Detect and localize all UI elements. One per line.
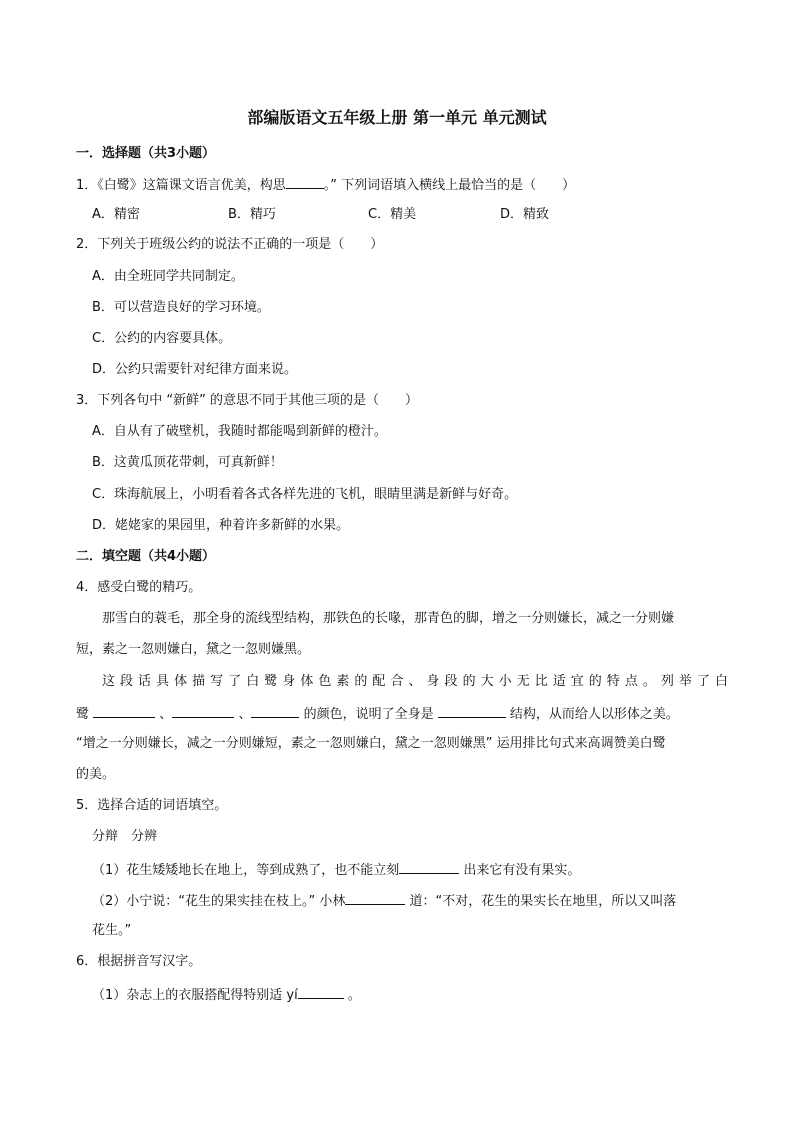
q4-line2-part-c: 结构，从而给人以形体之美。: [509, 707, 679, 722]
q2-option-a[interactable]: A．由全班同学共同制定。: [92, 269, 244, 284]
q2-option-b[interactable]: B．可以营造良好的学习环境。: [92, 300, 270, 315]
question-2-stem: 2．下列关于班级公约的说法不正确的一项是（ ）: [76, 237, 384, 252]
q1-option-b[interactable]: B．精巧: [228, 207, 276, 222]
q1-stem-part-a: 1．《白鹭》这篇课文语言优美，构思: [76, 178, 286, 193]
q2-option-d[interactable]: D．公约只需要针对纪律方面来说。: [92, 362, 298, 377]
answer-blank[interactable]: [399, 859, 459, 874]
q4-line2-sep-1: 、: [159, 707, 173, 722]
section-heading-choice: 一．选择题（共3小题）: [76, 146, 216, 161]
q5-s2-part-b: 道：“不对，花生的果实长在地里，所以又叫落: [409, 894, 677, 909]
question-1-stem: [76, 174, 575, 196]
q5-s1-part-a: （1）花生矮矮地长在地上，等到成熟了，也不能立刻: [92, 863, 400, 878]
q5-sentence-1: [92, 859, 580, 881]
q4-line2-sep-2: 、: [238, 707, 252, 722]
answer-blank[interactable]: [251, 703, 299, 718]
answer-blank[interactable]: [345, 890, 405, 905]
answer-blank[interactable]: [438, 703, 506, 718]
question-6-stem: 6．根据拼音写汉字。: [76, 954, 202, 969]
question-4-stem: 4．感受白鹭的精巧。: [76, 580, 202, 595]
answer-blank[interactable]: [93, 703, 155, 718]
q1-option-d[interactable]: D．精致: [500, 207, 550, 222]
q4-passage-line-2: 短，素之一忽则嫌白，黛之一忽则嫌黑。: [76, 642, 311, 657]
q6-s1-part-a: （1）杂志上的衣服搭配得特别适 yí: [92, 988, 298, 1003]
q3-option-d[interactable]: D．姥姥家的果园里，种着许多新鲜的水果。: [92, 518, 350, 533]
q5-s2-part-a: （2）小宁说：“花生的果实挂在枝上。” 小林: [92, 894, 346, 909]
q6-s1-part-b: 。: [347, 988, 361, 1003]
page-title: 部编版语文五年级上册 第一单元 单元测试: [247, 108, 547, 127]
q4-question-line-4: 的美。: [76, 767, 116, 782]
q4-question-line-2: [76, 703, 679, 725]
q3-option-a[interactable]: A．自从有了破壁机，我随时都能喝到新鲜的橙汁。: [92, 424, 387, 439]
question-3-stem: 3．下列各句中 “新鲜” 的意思不同于其他三项的是（ ）: [76, 393, 419, 408]
q4-line2-part-a: 鹭: [76, 707, 90, 722]
q5-word-choices: 分辩 分辨: [92, 829, 158, 844]
q1-stem-part-b: 。” 下列词语填入横线上最恰当的是（ ）: [323, 178, 576, 193]
q4-question-line-1: 这段话具体描写了白鹭身体色素的配合、身段的大小无比适宜的特点。列举了白: [102, 674, 728, 689]
answer-blank[interactable]: [286, 174, 324, 189]
q5-s1-part-b: 出来它有没有果实。: [463, 863, 581, 878]
q1-option-c[interactable]: C．精美: [368, 207, 417, 222]
q4-line2-part-b: 的颜色，说明了全身是: [303, 707, 434, 722]
answer-blank[interactable]: [172, 703, 234, 718]
answer-blank[interactable]: [298, 984, 344, 999]
q4-question-line-3: “增之一分则嫌长，减之一分则嫌短，素之一忽则嫌白，黛之一忽则嫌黑” 运用排比句式来高调赞美白鹭: [76, 736, 666, 751]
q3-option-c[interactable]: C．珠海航展上，小明看着各式各样先进的飞机，眼睛里满是新鲜与好奇。: [92, 487, 518, 502]
q6-sentence-1: [92, 984, 361, 1006]
section-heading-fill: 二．填空题（共4小题）: [76, 549, 216, 564]
q3-option-b[interactable]: B．这黄瓜顶花带刺，可真新鲜！: [92, 455, 283, 470]
q1-option-a[interactable]: A．精密: [92, 207, 140, 222]
q4-passage-line-1: 那雪白的蓑毛，那全身的流线型结构，那铁色的长喙，那青色的脚，增之一分则嫌长，减之一分则嫌: [102, 611, 675, 626]
q2-option-c[interactable]: C．公约的内容要具体。: [92, 331, 232, 346]
q5-sentence-2-cont: 花生。”: [92, 923, 132, 938]
question-5-stem: 5．选择合适的词语填空。: [76, 798, 228, 813]
q5-sentence-2: [92, 890, 676, 912]
